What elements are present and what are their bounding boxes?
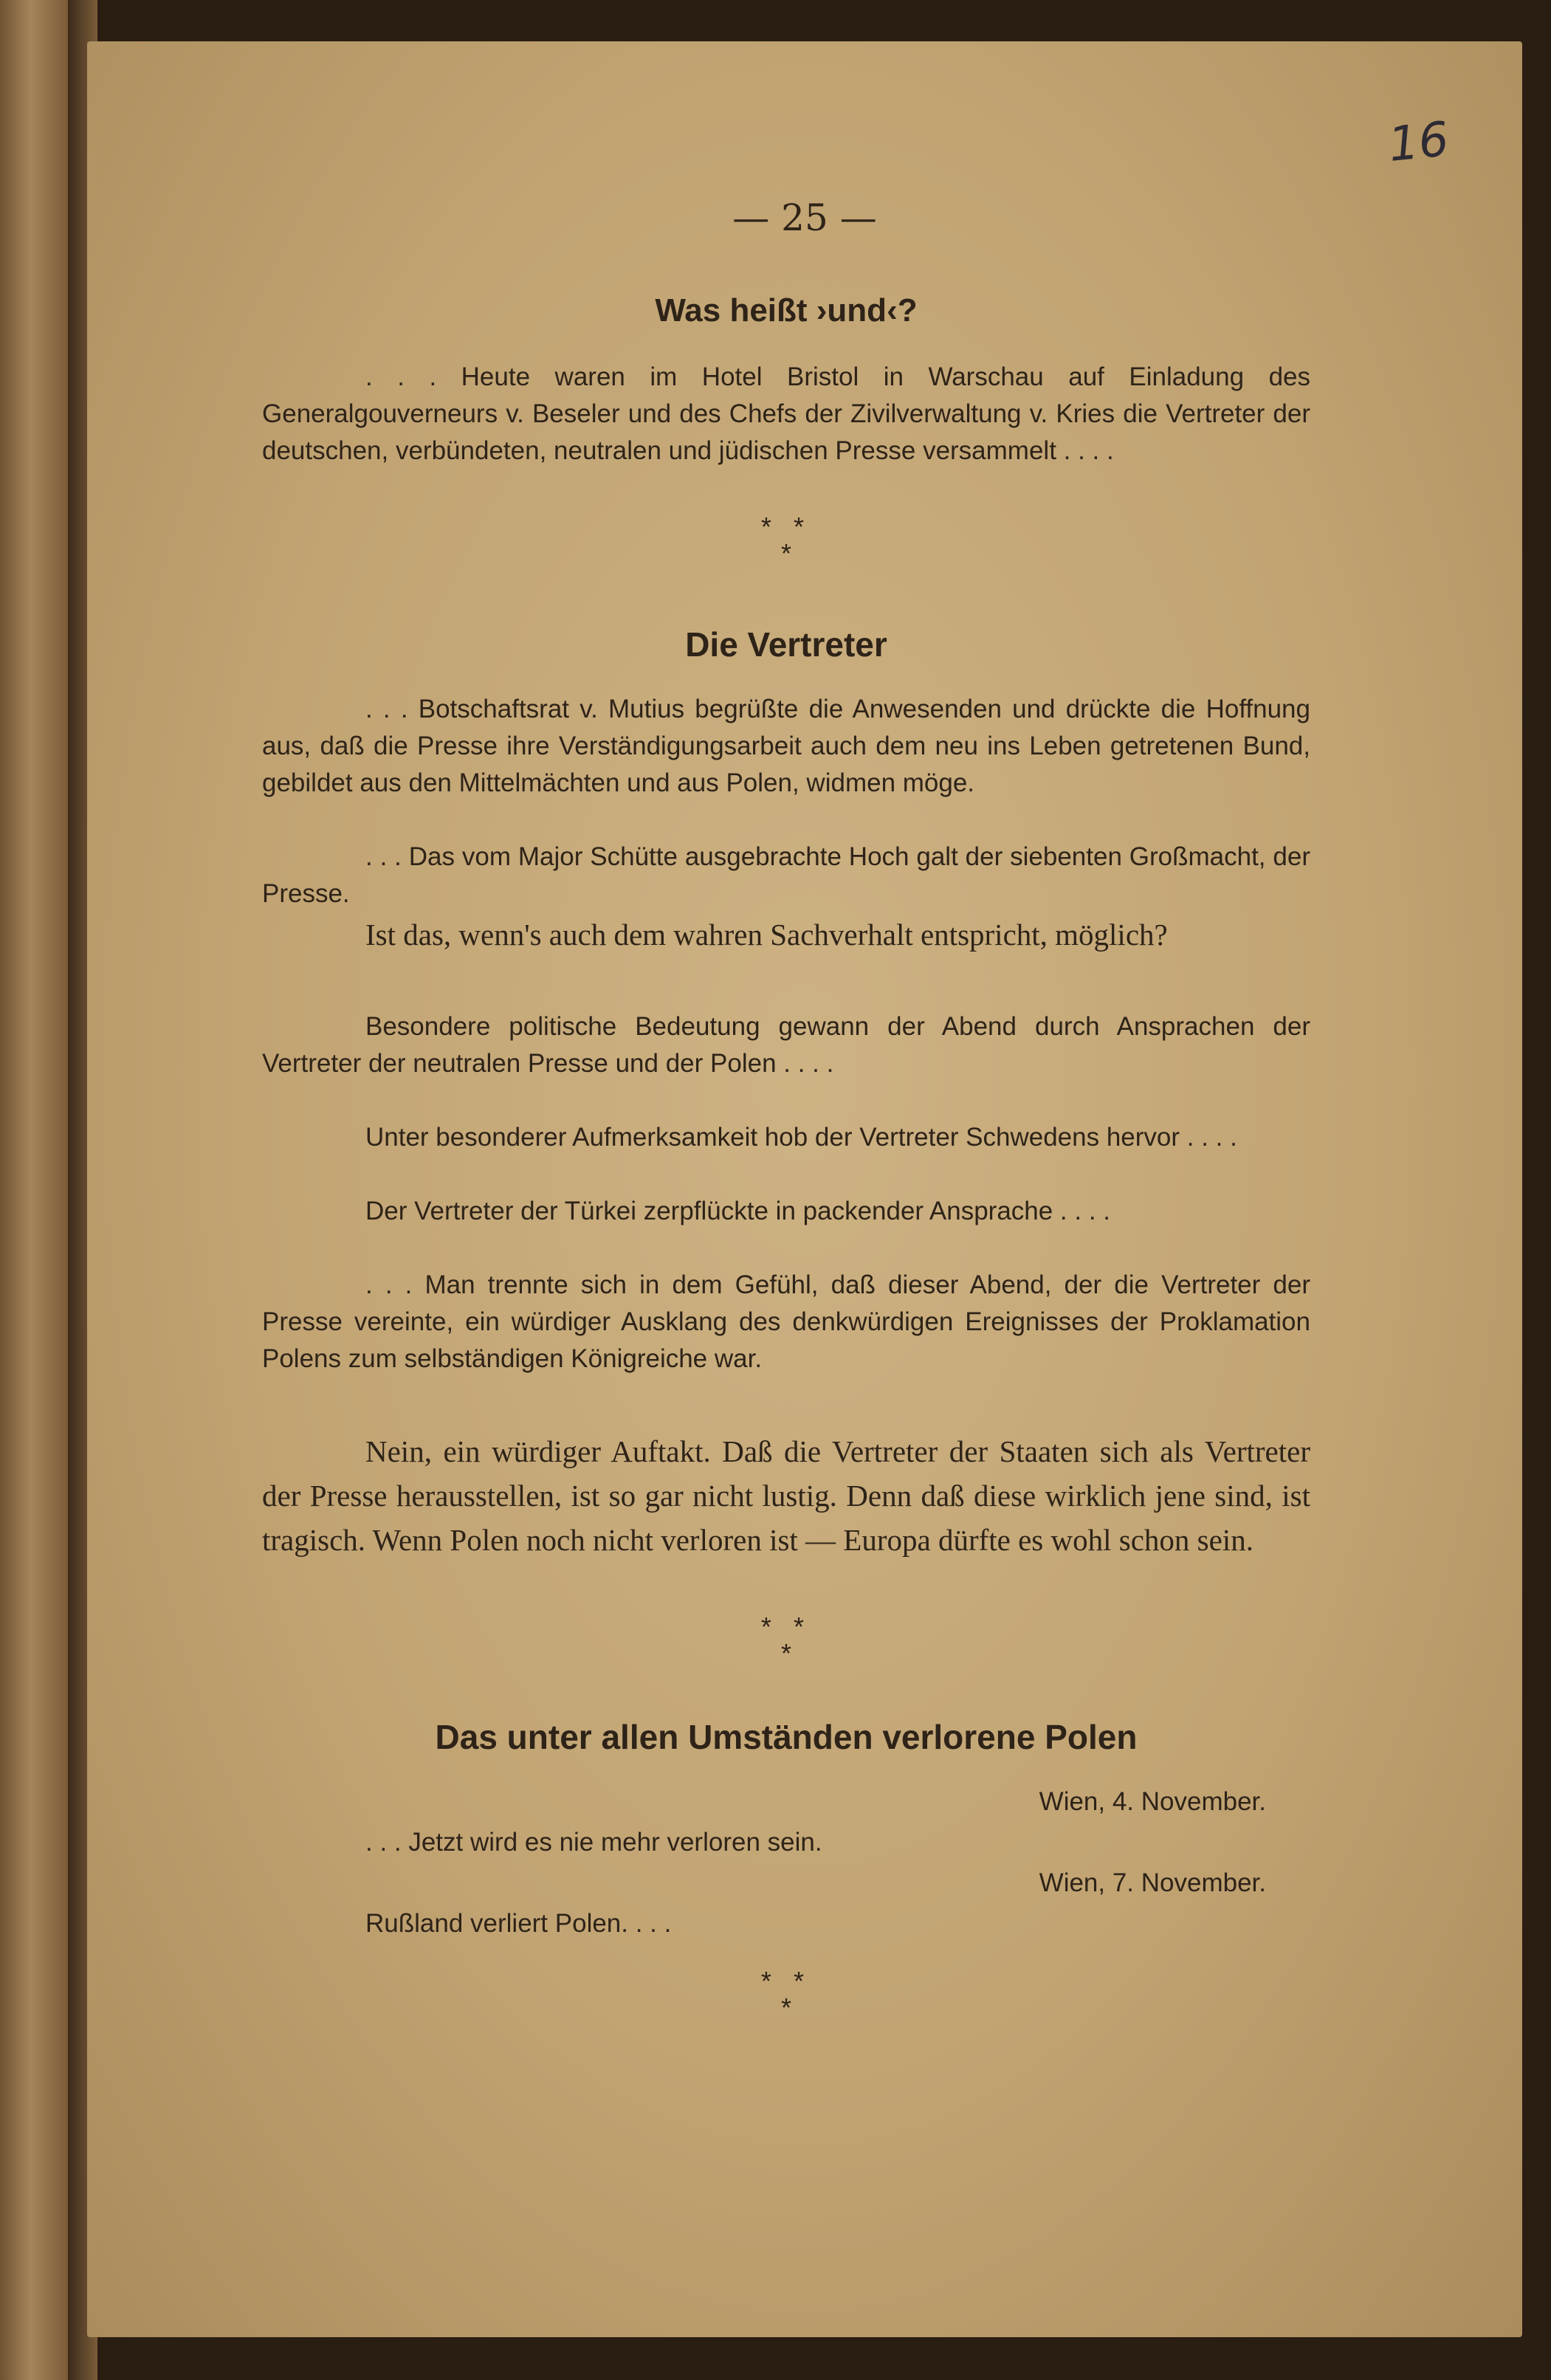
book-page [87,41,1522,2337]
comment-sachverhalt: Ist das, wenn's auch dem wahren Sachverhalt entspricht, möglich? [365,918,1168,952]
section-separator: * * [760,1612,812,1642]
comment-auftakt: Nein, ein würdiger Auftakt. Daß die Vertreter der Staaten sich als Vertreter der Presse herausstellen, ist so gar nicht lustig. Denn daß diese wirklich jene sind, ist tragisch. Wenn Polen noch nicht verloren ist — Europa dürfte es wohl schon sein. [262,1434,1310,1557]
heading-was-heisst-und: Was heißt ›und‹? [655,292,918,329]
paragraph-heute-waren: . . . Heute waren im Hotel Bristol in Warschau auf Einladung des Generalgouverneurs v. Beseler und des Chefs der Zivilverwaltung v. Kries die Vertreter der deutschen, verbündeten, neutralen und jüdischen Presse versammelt . . . . [262,362,1310,465]
paragraph-botschaftsrat: . . . Botschaftsrat v. Mutius begrüßte die Anwesenden und drückte die Hoffnung aus, daß die Presse ihre Verständigungsarbeit auch dem neu ins Leben getretenen Bund, gebildet aus den Mittelmächten und aus Polen, widmen möge. [262,695,1310,797]
paragraph-hoch: . . . Das vom Major Schütte ausgebrachte Hoch galt der siebenten Großmacht, der Presse. [262,842,1310,908]
section-separator: * * [760,512,812,542]
paragraph-man-trennte: . . . Man trennte sich in dem Gefühl, daß dieser Abend, der die Vertreter der Presse vereinte, ein würdiger Ausklang des denkwürdigen Ereignisses der Proklamation Polens zum selbständigen Königreiche war. [262,1270,1310,1373]
heading-die-vertreter: Die Vertreter [685,625,887,664]
facing-page-edge [0,0,68,2380]
page-number: — 25 — [732,196,877,239]
section-separator: * * [760,1966,812,1996]
quote-russland-verliert: Rußland verliert Polen. . . . [365,1909,672,1938]
separator-star: * [780,1992,791,2023]
paragraph-schwedens: Unter besonderer Aufmerksamkeit hob der Vertreter Schwedens hervor . . . . [365,1123,1237,1152]
paragraph-besondere: Besondere politische Bedeutung gewann der Abend durch Ansprachen der Vertreter der neutralen Presse und der Polen . . . . [262,1012,1310,1078]
separator-star: * [780,1638,791,1668]
quote-jetzt-wird-es: . . . Jetzt wird es nie mehr verloren sein. [365,1828,822,1857]
paragraph-tuerkei: Der Vertreter der Türkei zerpflückte in packender Ansprache . . . . [365,1197,1111,1225]
folio-number: 16 [1385,111,1451,173]
dateline-wien-7-november: Wien, 7. November. [1039,1868,1266,1897]
heading-verlorene-polen: Das unter allen Umständen verlorene Polen [435,1718,1138,1756]
dateline-wien-4-november: Wien, 4. November. [1039,1787,1266,1816]
separator-star: * [780,538,791,568]
